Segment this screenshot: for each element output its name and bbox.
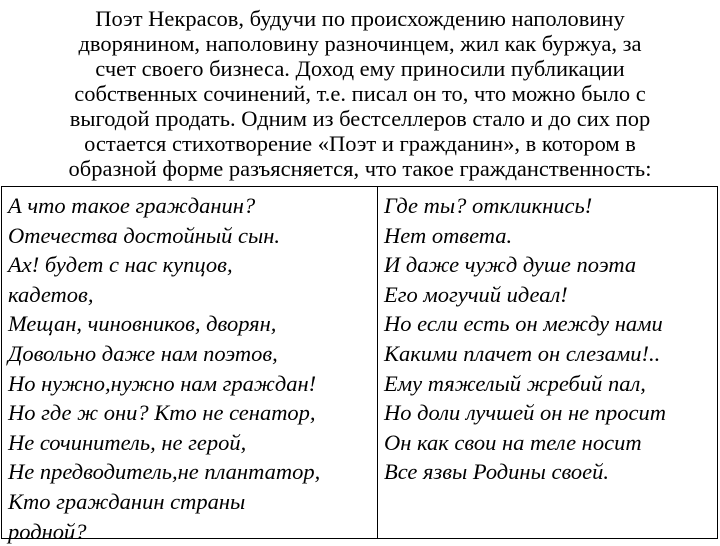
poem-line: кадетов, (8, 281, 94, 307)
poem-line: Отечества достойный сын. (8, 222, 280, 248)
intro-line: дворянином, наполовину разночинцем, жил как буржуа, за (78, 31, 642, 56)
poem-column-left (2, 187, 378, 544)
intro-line: остается стихотворение «Поэт и гражданин», в котором в (84, 131, 636, 156)
poem-line: А что такое гражданин? (8, 193, 256, 218)
intro-line: Поэт Некрасов, будучи по происхождению наполовину (95, 6, 625, 31)
poem-line: Ему тяжелый жребий пал, (384, 370, 646, 396)
poem-line: Мещан, чиновников, дворян, (8, 311, 277, 337)
poem-line: Все язвы Родины своей. (384, 459, 610, 485)
poem-line: Но если есть он между нами (384, 311, 663, 337)
poem-line: Ах! будет с нас купцов, (8, 252, 233, 278)
intro-line: образной форме разъясняется, что такое гражданственность: (68, 156, 652, 181)
intro-line: счет своего бизнеса. Доход ему приносили публикации (95, 56, 625, 81)
poem-line: Не предводитель,не плантатор, (8, 459, 321, 485)
poem-line: Кто гражданин страны (8, 488, 246, 514)
poem-line: Какими плачет он слезами!.. (384, 340, 661, 366)
poem-column-right (378, 187, 717, 538)
intro-line: собственных сочинений, т.е. писал он то, что можно было с (74, 81, 646, 106)
intro-paragraph (6, 6, 714, 181)
poem-line: Но нужно,нужно нам граждан! (8, 370, 317, 396)
poem-line: И даже чужд душе поэта (384, 252, 637, 278)
poem-line: Он как свои на теле носит (384, 429, 642, 455)
poem-line: Но где ж они? Кто не сенатор, (8, 400, 316, 426)
poem-table (1, 186, 718, 544)
poem-line: родной? (8, 518, 87, 544)
poem-line: Нет ответа. (384, 222, 513, 248)
poem-line: Но доли лучшей он не просит (384, 400, 667, 426)
poem-line: Не сочинитель, не герой, (8, 429, 247, 455)
poem-line: Где ты? откликнись! (384, 193, 593, 218)
poem-line: Довольно даже нам поэтов, (8, 340, 278, 366)
poem-line: Его могучий идеал! (384, 281, 568, 307)
intro-line: выгодой продать. Одним из бестселлеров стало и до сих пор (69, 106, 651, 131)
